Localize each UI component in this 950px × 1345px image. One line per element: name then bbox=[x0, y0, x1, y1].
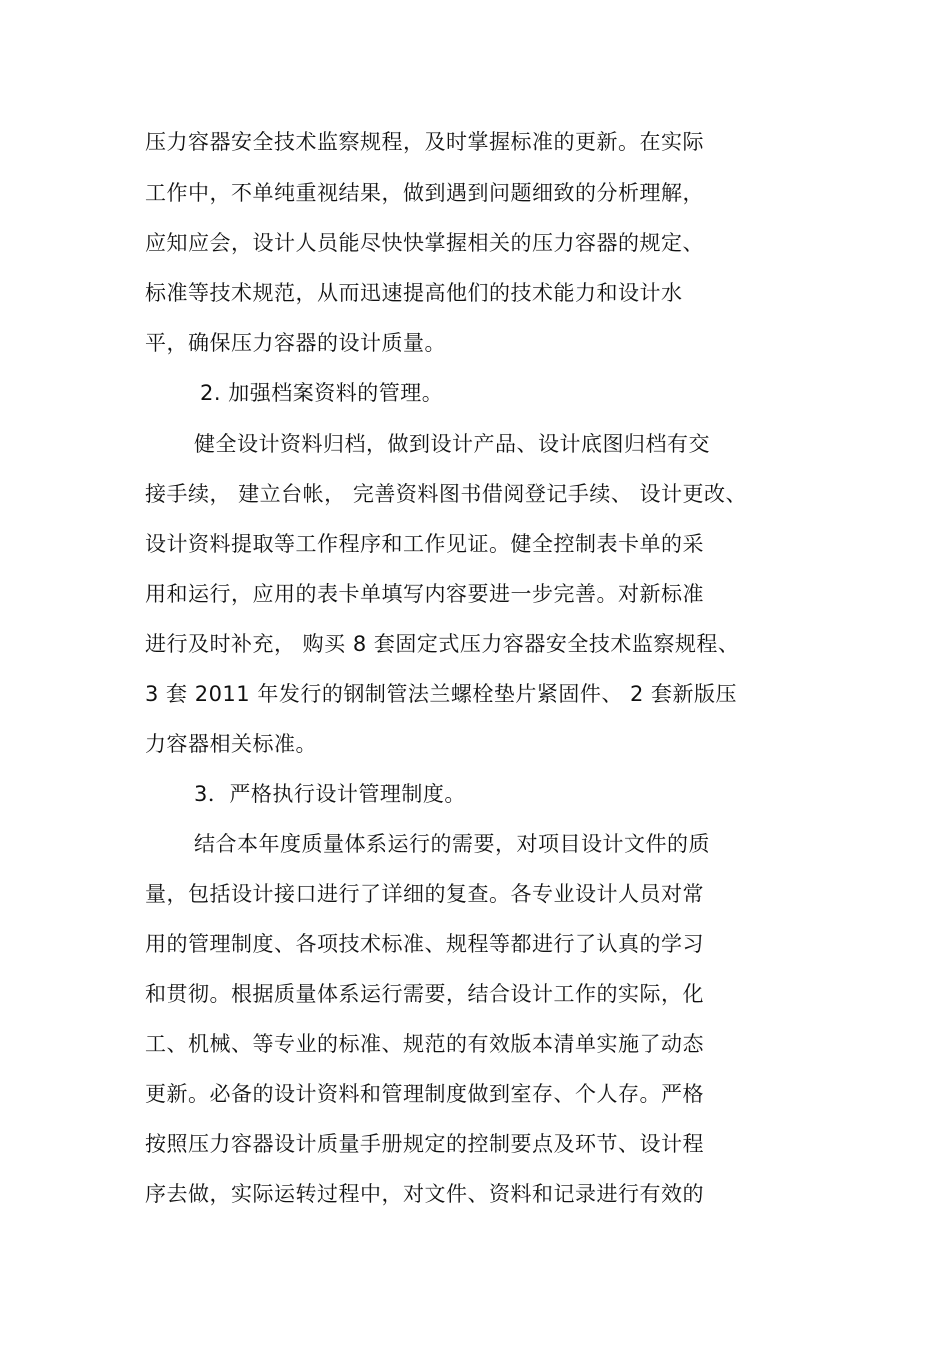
paragraph-line: 3 套 2011 年发行的钢制管法兰螺栓垫片紧固件、 2 套新版压 bbox=[145, 682, 738, 706]
paragraph-line: 用和运行，应用的表卡单填写内容要进一步完善。对新标准 bbox=[145, 582, 704, 606]
paragraph-line: 应知应会，设计人员能尽快快掌握相关的压力容器的规定、 bbox=[145, 231, 704, 255]
section-heading: 2. 加强档案资料的管理。 bbox=[200, 381, 444, 405]
paragraph-line: 量，包括设计接口进行了详细的复查。各专业设计人员对常 bbox=[145, 882, 704, 906]
paragraph-line: 标准等技术规范，从而迅速提高他们的技术能力和设计水 bbox=[145, 281, 683, 305]
paragraph-line: 健全设计资料归档，做到设计产品、设计底图归档有交 bbox=[194, 432, 710, 456]
paragraph-line: 平，确保压力容器的设计质量。 bbox=[145, 331, 446, 355]
paragraph-line: 序去做，实际运转过程中，对文件、资料和记录进行有效的 bbox=[145, 1182, 704, 1206]
paragraph-line: 按照压力容器设计质量手册规定的控制要点及环节、设计程 bbox=[145, 1132, 704, 1156]
section-heading: 3．严格执行设计管理制度。 bbox=[194, 782, 466, 806]
paragraph-line: 和贯彻。根据质量体系运行需要，结合设计工作的实际，化 bbox=[145, 982, 704, 1006]
paragraph-line: 进行及时补充， 购买 8 套固定式压力容器安全技术监察规程、 bbox=[145, 632, 740, 656]
paragraph-line: 更新。必备的设计资料和管理制度做到室存、个人存。严格 bbox=[145, 1082, 704, 1106]
paragraph-line: 工、机械、等专业的标准、规范的有效版本清单实施了动态 bbox=[145, 1032, 704, 1056]
paragraph-line: 结合本年度质量体系运行的需要，对项目设计文件的质 bbox=[194, 832, 710, 856]
paragraph-line: 力容器相关标准。 bbox=[145, 732, 317, 756]
paragraph-line: 工作中，不单纯重视结果，做到遇到问题细致的分析理解， bbox=[145, 181, 704, 205]
paragraph-line: 用的管理制度、各项技术标准、规程等都进行了认真的学习 bbox=[145, 932, 704, 956]
paragraph-line: 设计资料提取等工作程序和工作见证。健全控制表卡单的采 bbox=[145, 532, 704, 556]
paragraph-line: 接手续， 建立台帐， 完善资料图书借阅登记手续、 设计更改、 bbox=[145, 482, 748, 506]
paragraph-line: 压力容器安全技术监察规程，及时掌握标准的更新。在实际 bbox=[145, 130, 704, 154]
